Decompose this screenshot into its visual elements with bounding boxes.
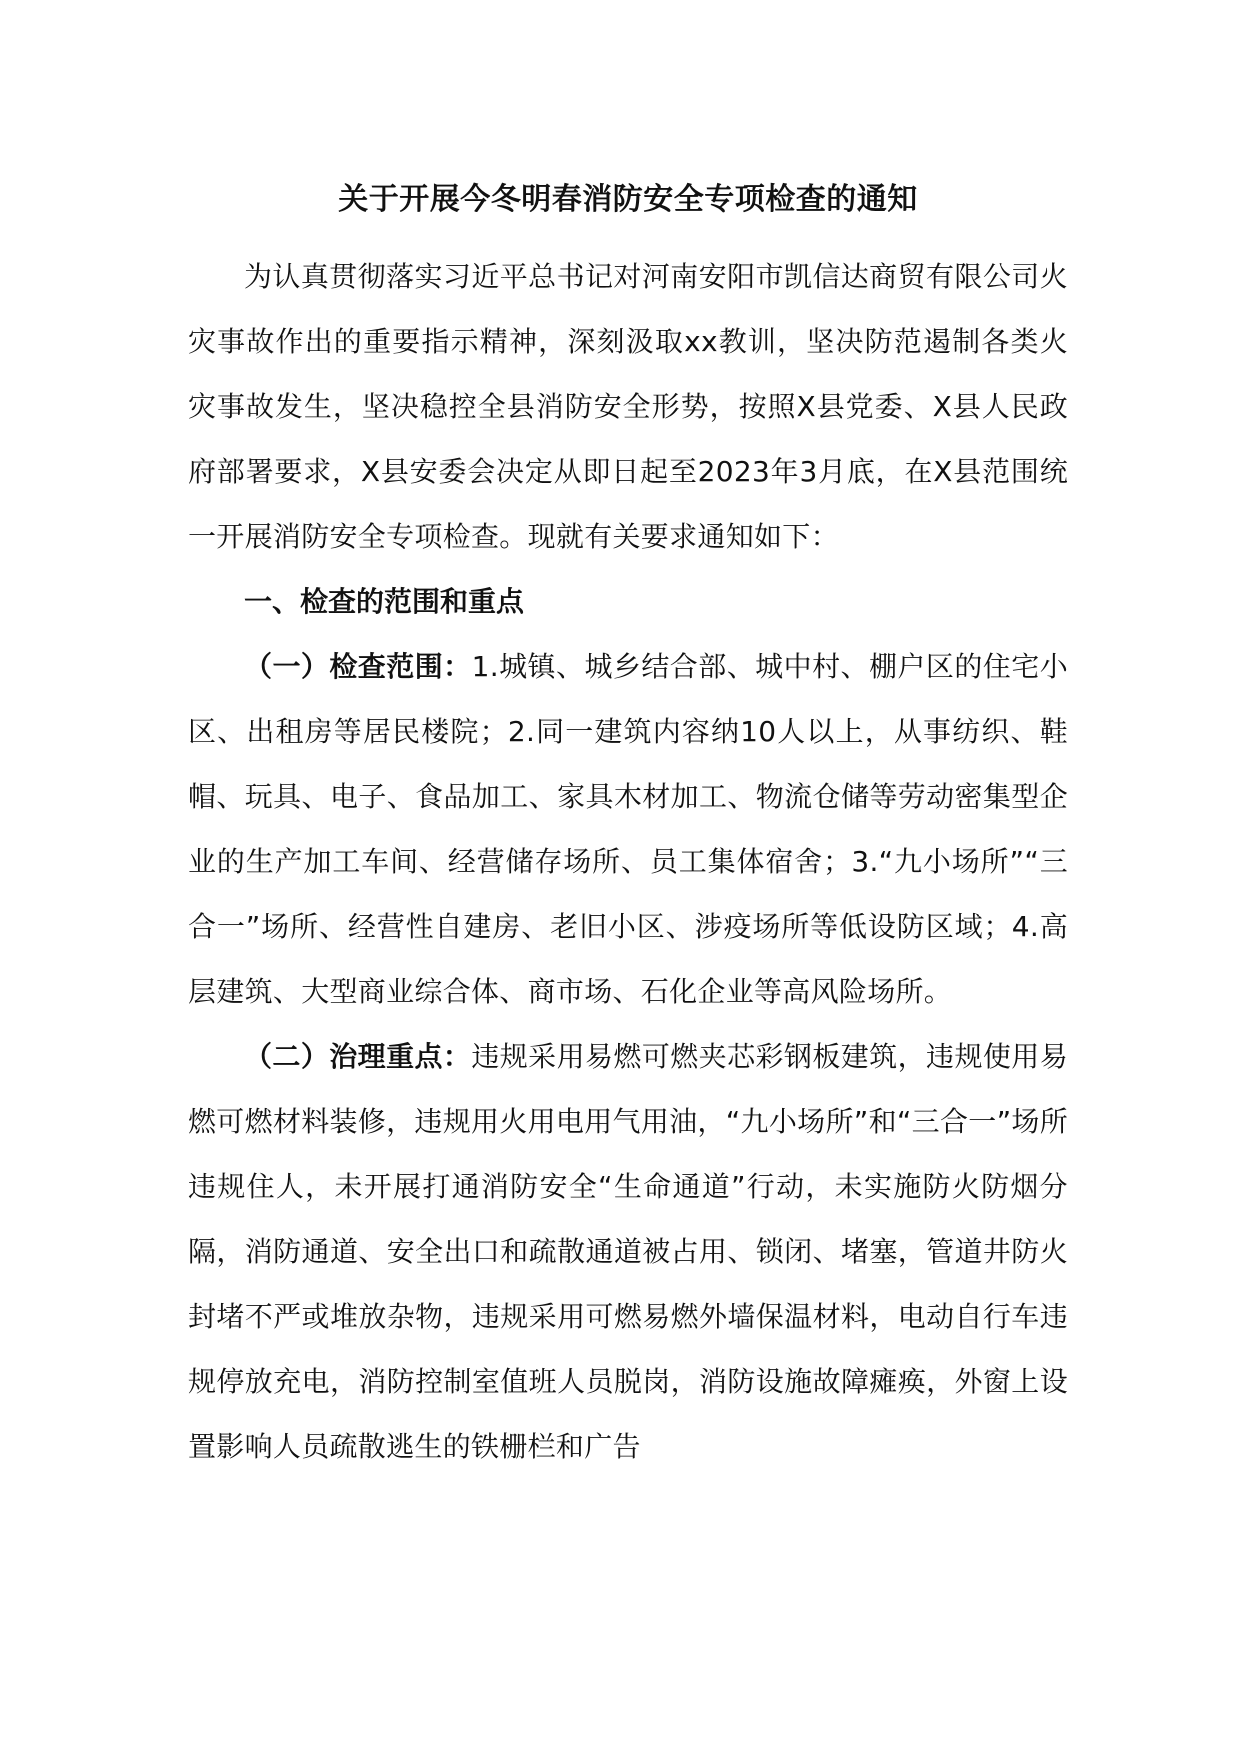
scope-text: 1.城镇、城乡结合部、城中村、棚户区的住宅小区、出租房等居民楼院；2.同一建筑内容纳10人以上，从事纺织、鞋帽、玩具、电子、食品加工、家具木材加工、物流仓储等劳动密集型企业的生产加工车间、经营储存场所、员工集体宿舍；3.“九小场所”“三合一”场所、经营性自建房、老旧小区、涉疫场所等低设防区域；4.高层建筑、大型商业综合体、商市场、石化企业等高风险场所。 [188,650,1068,1008]
scope-lead: （一）检查范围： [244,650,472,683]
scope-paragraph [188,634,1068,1024]
document-title: 关于开展今冬明春消防安全专项检查的通知 [338,182,918,217]
intro-paragraph: 为认真贯彻落实习近平总书记对河南安阳市凯信达商贸有限公司火灾事故作出的重要指示精神，深刻汲取xx教训，坚决防范遏制各类火灾事故发生，坚决稳控全县消防安全形势，按照X县党委、X县人民政府部署要求，X县安委会决定从即日起至2023年3月底，在X县范围统一开展消防安全专项检查。现就有关要求通知如下： [188,260,1068,553]
focus-lead: （二）治理重点： [244,1040,472,1073]
focus-text: 违规采用易燃可燃夹芯彩钢板建筑，违规使用易燃可燃材料装修，违规用火用电用气用油，“九小场所”和“三合一”场所违规住人，未开展打通消防安全“生命通道”行动，未实施防火防烟分隔，消防通道、安全出口和疏散通道被占用、锁闭、堵塞，管道井防火封堵不严或堆放杂物，违规采用可燃易燃外墙保温材料，电动自行车违规停放充电，消防控制室值班人员脱岗，消防设施故障瘫痪，外窗上设置影响人员疏散逃生的铁栅栏和广告 [188,1040,1068,1463]
section-heading-scope-and-focus: 一、检查的范围和重点 [244,585,525,618]
focus-paragraph [188,1024,1068,1479]
